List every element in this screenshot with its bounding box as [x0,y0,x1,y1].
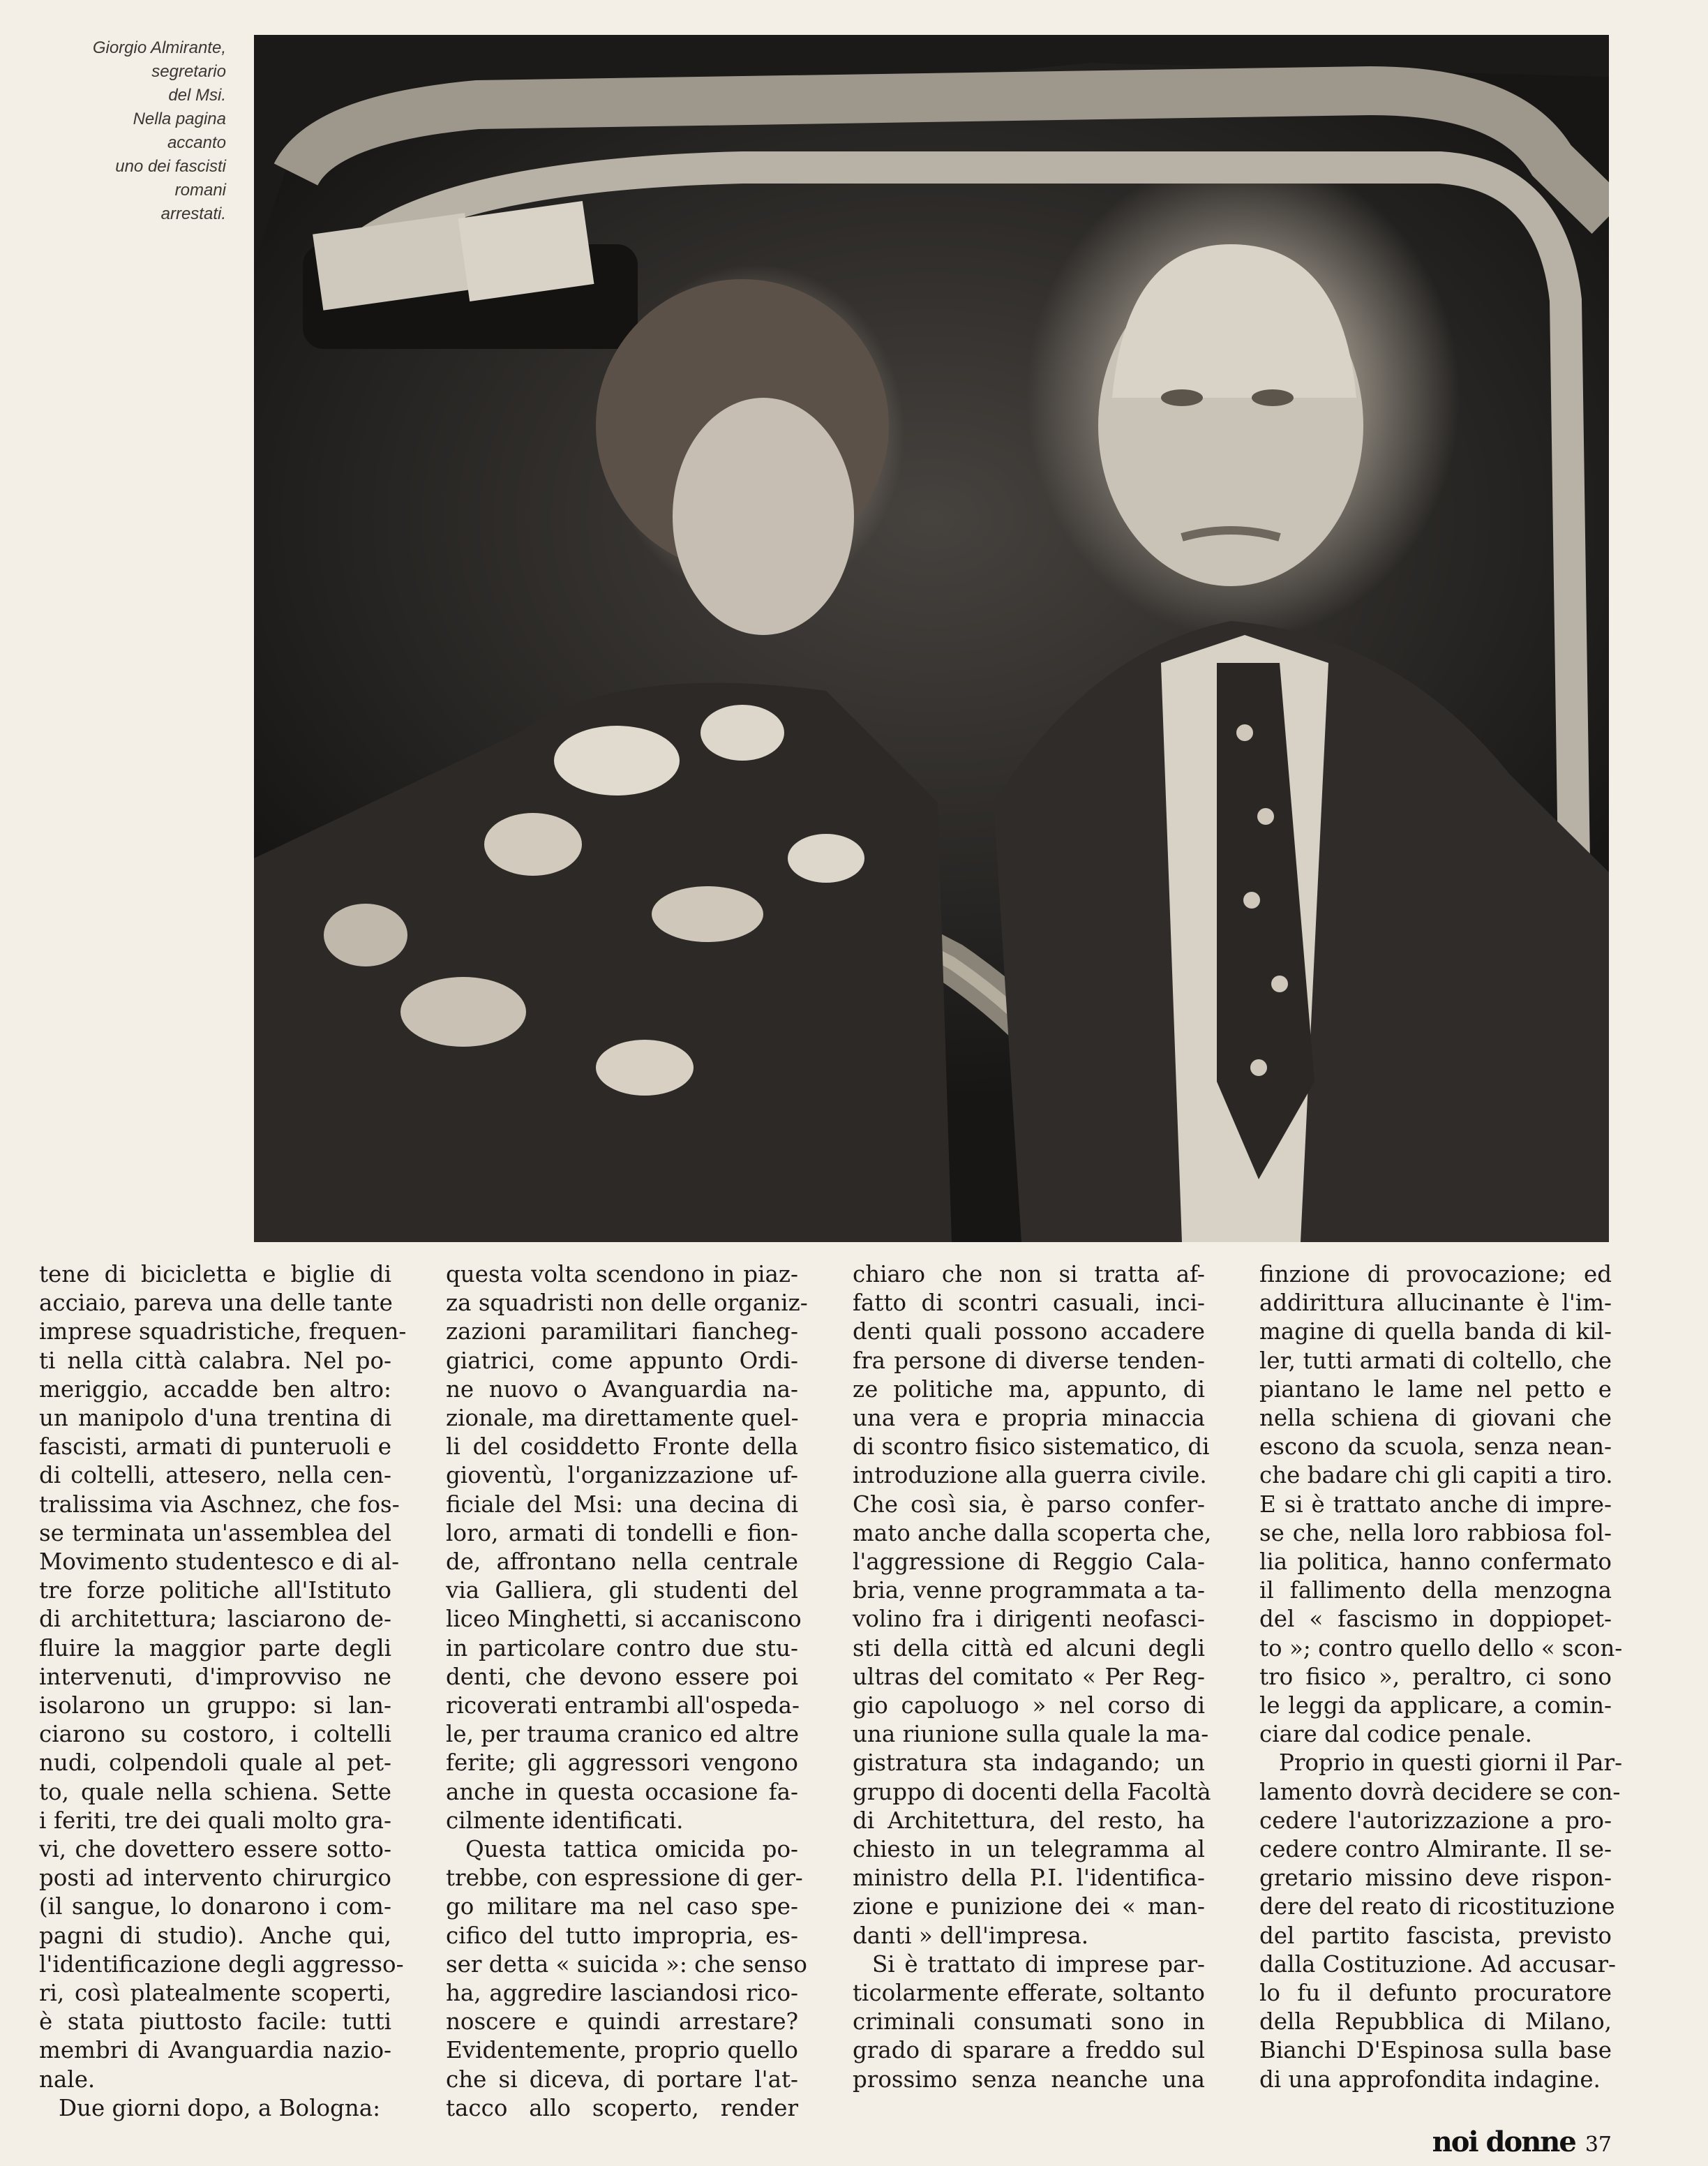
text-line: loro, armati di tondelli e fion- [446,1519,798,1546]
text-line: fra persone di diverse tenden- [853,1347,1205,1374]
text-line: ciare dal codice penale. [1259,1721,1533,1748]
text-line: del partito fascista, previsto [1259,1922,1612,1949]
caption-line: segretario [151,62,226,81]
text-line: membri di Avanguardia nazio- [39,2037,391,2064]
text-line: cifico del tutto impropria, es- [446,1922,798,1949]
text-line: una riunione sulla quale la ma- [853,1721,1209,1748]
text-line: fatto di scontri casuali, inci- [853,1290,1205,1317]
text-line: meriggio, accadde ben altro: [39,1375,391,1403]
text-line: chiesto in un telegramma al [853,1836,1205,1863]
text-line: finzione di provocazione; ed [1259,1261,1612,1287]
text-line: ficiale del Msi: una decina di [446,1491,798,1518]
text-line: se terminata un'assemblea del [39,1519,391,1546]
text-line: della Repubblica di Milano, [1259,2008,1612,2036]
text-line: tene di bicicletta e biglie di [39,1261,391,1287]
text-line: de, affrontano nella centrale [446,1548,798,1576]
caption-line: arrestati. [160,204,226,223]
article-column-2 [446,1260,808,2121]
text-line: ri, così platealmente scoperti, [39,1980,391,2007]
text-line: lo fu il defunto procuratore [1259,1980,1612,2007]
text-line: via Galliera, gli studenti del [446,1577,798,1604]
text-line: di Architettura, del resto, ha [853,1807,1205,1834]
text-line: questa volta scendono in piaz- [446,1261,798,1287]
caption-line: del Msi. [168,86,226,105]
text-line: gruppo di docenti della Facoltà [853,1778,1211,1805]
text-line: introduzione alla guerra civile. [853,1462,1207,1489]
text-line: del « fascismo in doppiopet- [1259,1606,1612,1633]
article-column-1 [39,1260,407,2121]
text-line: di una approfondita indagine. [1259,2066,1601,2093]
text-line: trebbe, con espressione di ger- [446,1865,803,1892]
text-line: ha, aggredire lasciandosi rico- [446,1980,798,2007]
photo-caption [28,36,226,226]
text-line: ser detta « suicida »: che senso [446,1950,807,1978]
text-line: piantano le lame nel petto e [1259,1375,1612,1403]
text-line: Evidentemente, proprio quello [446,2037,798,2064]
text-line: liceo Minghetti, si accaniscono [446,1606,802,1633]
caption-line: Nella pagina [133,110,226,128]
text-line: Movimento studentesco e di al- [39,1548,400,1576]
text-line: ciarono su costoro, i coltelli [39,1721,391,1748]
text-line: ti nella città calabra. Nel po- [39,1347,391,1374]
magazine-logo: noi donne [1432,2126,1575,2158]
text-line: che si diceva, di portare l'at- [446,2066,798,2093]
text-line: bria, venne programmata a ta- [853,1577,1205,1604]
text-line: to, quale nella schiena. Sette [39,1778,391,1805]
text-line: ministro della P.I. l'identifica- [853,1865,1205,1892]
text-line: una vera e propria minaccia [853,1405,1205,1432]
text-line: ler, tutti armati di coltello, che [1259,1347,1612,1374]
article-column-4 [1259,1260,1623,2093]
text-line: pagni di studio). Anche qui, [39,1922,391,1949]
text-line: escono da scuola, senza nean- [1259,1433,1612,1461]
text-line: le, per trauma cranico ed altre [446,1721,800,1748]
text-line: gistratura sta indagando; un [853,1749,1205,1777]
text-line: zione e punizione dei « man- [853,1893,1205,1920]
photo-almirante-in-car [254,35,1609,1242]
text-line: se che, nella loro rabbiosa fol- [1259,1519,1612,1546]
text-line: l'aggressione di Reggio Cala- [853,1548,1205,1576]
text-line: denti, che devono essere poi [446,1663,798,1690]
text-line: Bianchi D'Espinosa sulla base [1259,2037,1612,2064]
photo-illustration [254,35,1609,1242]
text-line: denti quali possono accadere [853,1318,1205,1345]
text-line: li del cosiddetto Fronte della [446,1433,798,1461]
text-line: che badare chi gli capiti a tiro. [1259,1462,1613,1489]
text-line: acciaio, pareva una delle tante [39,1290,393,1317]
text-line: i feriti, tre dei quali molto gra- [39,1807,391,1834]
text-line: nella schiena di giovani che [1259,1405,1612,1432]
text-line: zazioni paramilitari fiancheg- [446,1318,798,1345]
text-line: grado di sparare a freddo sul [853,2037,1205,2064]
text-line: di coltelli, attesero, nella cen- [39,1462,391,1489]
text-line: zionale, ma direttamente quel- [446,1405,799,1432]
text-line: cedere l'autorizzazione a pro- [1259,1807,1612,1834]
text-line: è stata piuttosto facile: tutti [39,2008,391,2036]
caption-line: accanto [167,133,226,152]
text-line: criminali consumati sono in [853,2008,1205,2036]
text-line: magine di quella banda di kil- [1259,1318,1612,1345]
text-line: to »; contro quello dello « scon- [1259,1634,1623,1661]
text-line: fascisti, armati di punteruoli e [39,1433,391,1461]
text-line: in particolare contro due stu- [446,1634,798,1661]
text-line: lamento dovrà decidere se con- [1259,1778,1621,1805]
text-line: go militare ma nel caso spe- [446,1893,798,1920]
text-line: Due giorni dopo, a Bologna: [59,2094,381,2121]
text-line: le leggi da applicare, a comin- [1259,1692,1612,1719]
text-line: tacco allo scoperto, render [446,2094,798,2121]
text-line: tre forze politiche all'Istituto [39,1577,391,1604]
text-line: chiaro che non si tratta af- [853,1261,1205,1287]
text-line: ultras del comitato « Per Reg- [853,1663,1205,1690]
caption-line: uno dei fascisti [115,157,226,176]
text-line: ze politiche ma, appunto, di [853,1375,1205,1403]
text-line: Questa tattica omicida po- [465,1836,798,1863]
text-line: ne nuovo o Avanguardia na- [446,1375,798,1403]
text-line: dere del reato di ricostituzione [1259,1893,1615,1920]
text-line: dalla Costituzione. Ad accusar- [1259,1950,1617,1978]
text-line: di scontro fisico sistematico, di [853,1433,1210,1461]
text-line: gioventù, l'organizzazione uf- [446,1462,798,1489]
text-line: prossimo senza neanche una [853,2066,1205,2093]
page-footer [1432,2126,1612,2158]
caption-line: romani [174,181,226,200]
text-line: noscere e quindi arrestare? [446,2008,798,2036]
text-line: imprese squadristiche, frequen- [39,1318,407,1345]
text-line: vi, che dovettero essere sotto- [39,1836,391,1863]
article-column-3 [853,1260,1212,2093]
article-body [39,1260,1623,2121]
text-line: za squadristi non delle organiz- [446,1290,808,1317]
text-line: cilmente identificati. [446,1807,684,1834]
text-line: posti ad intervento chirurgico [39,1865,391,1892]
text-line: (il sangue, lo donarono i com- [39,1893,391,1920]
text-line: E si è trattato anche di impre- [1259,1491,1612,1518]
text-line: tro fisico », peraltro, ci sono [1259,1663,1612,1690]
text-line: sti della città ed alcuni degli [853,1634,1205,1661]
caption-line: Giorgio Almirante, [92,38,226,57]
text-line: Si è trattato di imprese par- [872,1950,1205,1978]
text-line: di architettura; lasciarono de- [39,1606,391,1633]
text-line: tralissima via Aschnez, che fos- [39,1491,400,1518]
text-line: lia politica, hanno confermato [1259,1548,1612,1576]
text-line: cedere contro Almirante. Il se- [1259,1836,1612,1863]
text-line: ricoverati entrambi all'ospeda- [446,1692,800,1719]
text-line: volino fra i dirigenti neofasci- [853,1606,1205,1633]
text-line: mato anche dalla scoperta che, [853,1519,1212,1546]
text-line: il fallimento della menzogna [1259,1577,1612,1604]
text-line: giatrici, come appunto Ordi- [446,1347,798,1374]
text-line: intervenuti, d'improvviso ne [39,1663,391,1690]
text-line: Che così sia, è parso confer- [853,1491,1205,1518]
text-line: un manipolo d'una trentina di [39,1405,391,1432]
text-line: ticolarmente efferate, soltanto [853,1980,1205,2007]
text-line: nale. [39,2066,96,2093]
page-number: 37 [1585,2133,1612,2157]
text-line: danti » dell'impresa. [853,1922,1089,1949]
text-line: gio capoluogo » nel corso di [853,1692,1205,1719]
text-line: gretario missino deve rispon- [1259,1865,1612,1892]
text-line: Proprio in questi giorni il Par- [1279,1749,1623,1777]
text-line: ferite; gli aggressori vengono [446,1749,798,1777]
text-line: fluire la maggior parte degli [39,1634,391,1661]
text-line: nudi, colpendoli quale al pet- [39,1749,391,1777]
text-line: l'identificazione degli aggresso- [39,1950,404,1978]
text-line: addirittura allucinante è l'im- [1259,1290,1612,1317]
text-line: isolarono un gruppo: si lan- [39,1692,391,1719]
text-line: anche in questa occasione fa- [446,1778,798,1805]
